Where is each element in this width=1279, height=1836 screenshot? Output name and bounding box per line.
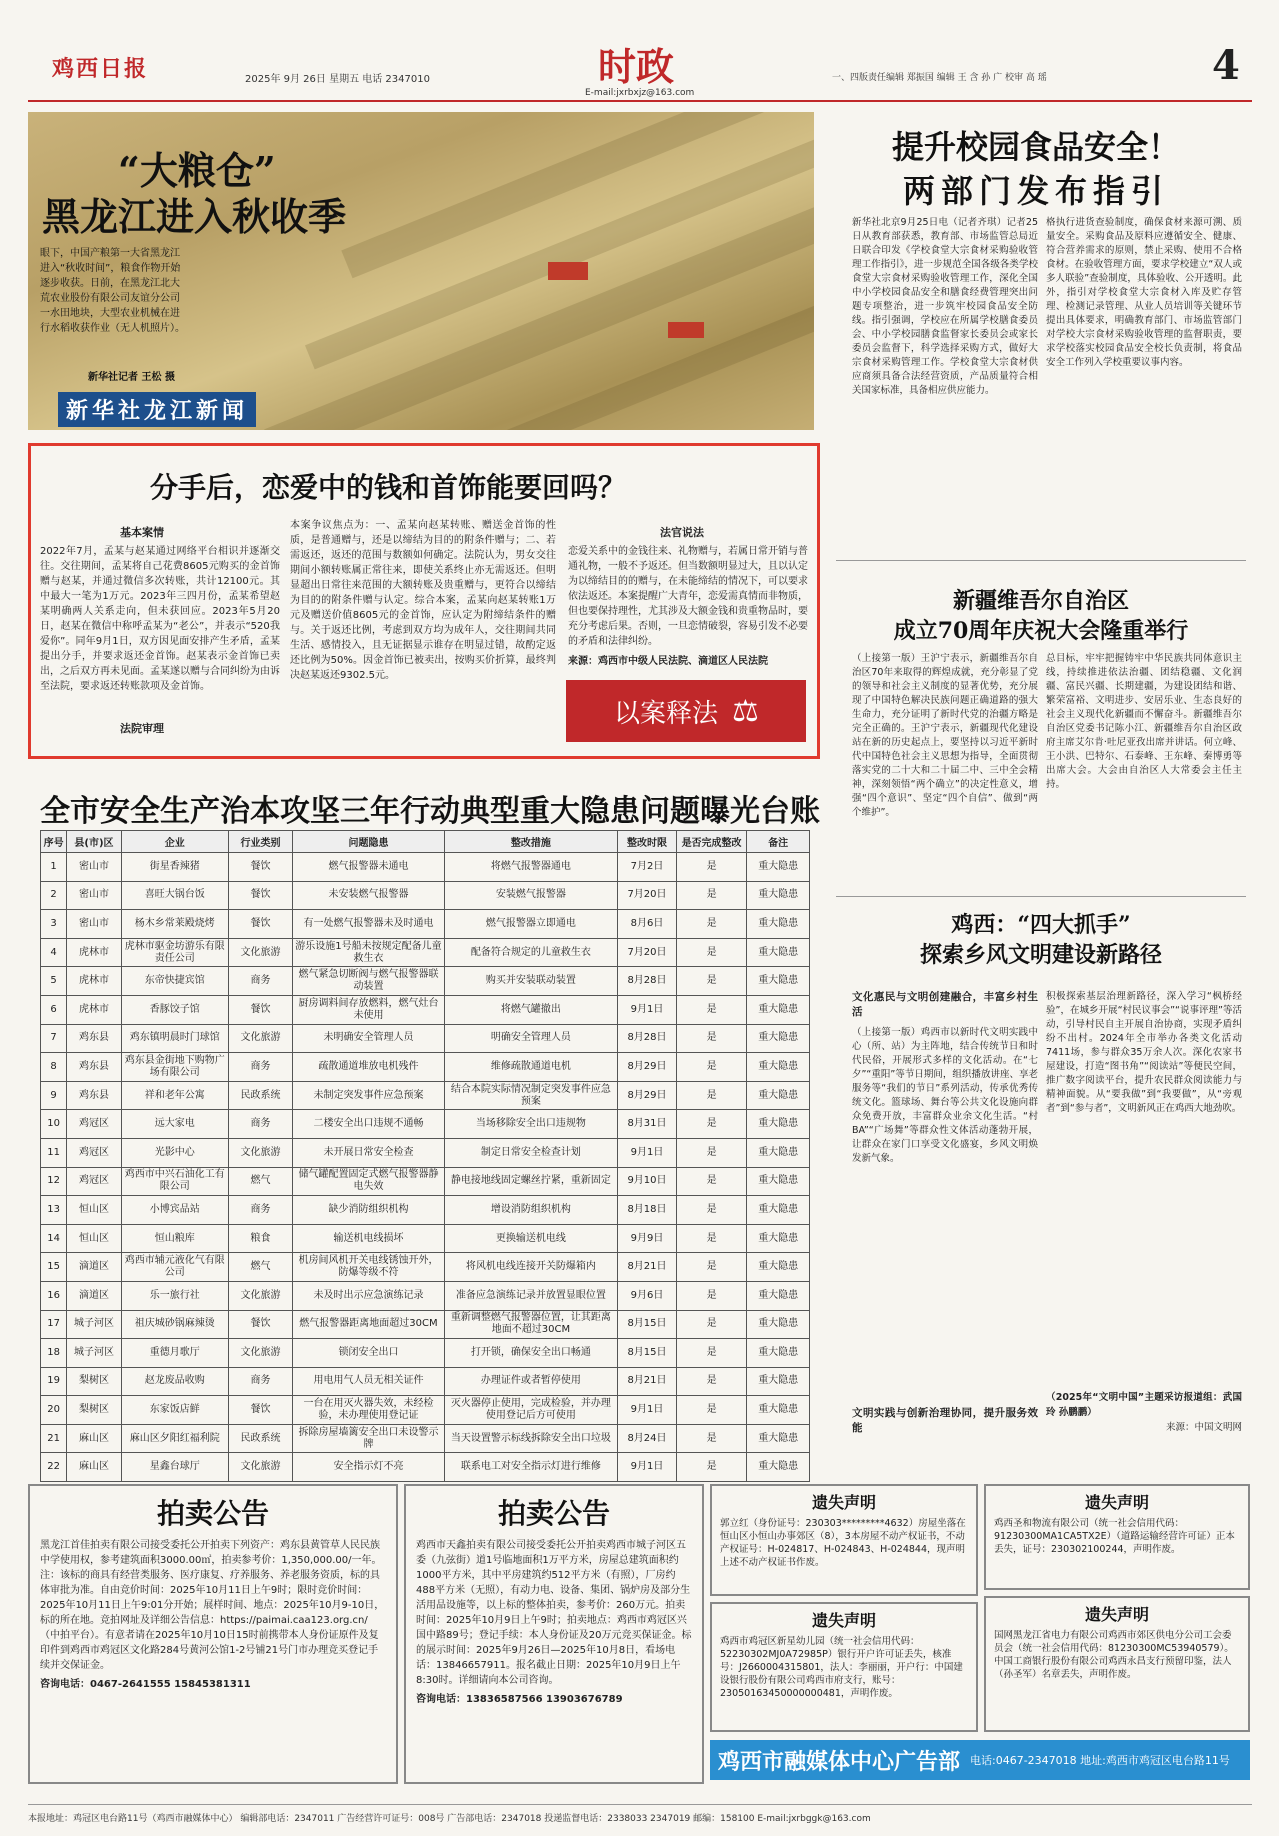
table-cell: 将燃气报警器通电	[444, 853, 618, 882]
table-cell: 厨房调料间存放燃料，燃气灶台未使用	[293, 995, 444, 1024]
table-cell: 餐饮	[228, 1396, 293, 1425]
table-cell: 联系电工对安全指示灯进行维修	[444, 1453, 618, 1482]
table-cell: 鸡西市中兴石油化工有限公司	[121, 1167, 228, 1196]
article-source: 来源：鸡西市中级人民法院、滴道区人民法院	[568, 656, 768, 667]
table-cell: 文化旅游	[228, 938, 293, 967]
table-row	[41, 995, 810, 1024]
newspaper-logo: 鸡西日报	[52, 56, 149, 82]
table-row	[41, 967, 810, 996]
article-text: （上接第一版）王沪宁表示，新疆维吾尔自治区70年来取得的辉煌成就，充分彰显了党的领导和社会主义制度的显著优势，充分展现了中国特色解决民族问题正确道路的强大生命力，充分证明了新时代党的治疆方略是完全正确的。王沪宁表示，新疆现代化建设站在新的历史起点上，要坚持以习近平新时代中国特色社会主义思想为指导，全面贯彻落实党的二十大和二十届二中、三中全会精神，深刻领悟“两个确立”的决定性意义，增强“四个意识”、坚定“四个自信”、做到“两个维护”。	[852, 653, 1038, 818]
divider	[836, 560, 1246, 561]
banner-label: 以案释法	[614, 698, 719, 729]
table-cell: 是	[676, 910, 747, 939]
harvester-icon	[668, 322, 704, 338]
notice-text: 郭立红（身份证号：230303*********4632）房屋坐落在恒山区小恒山办事郊区（8），3本房屋不动产权证书，不动产权证号：H-024817、H-024843、H-024844，现声明上述不动产权证书作废。	[720, 1518, 966, 1568]
table-cell: 8	[41, 1053, 67, 1082]
article-text: 总目标，牢牢把握铸牢中华民族共同体意识主线，持续推进依法治疆、团结稳疆、文化润疆、富民兴疆、长期建疆，为建设团结和谐、繁荣富裕、文明进步、安居乐业、生态良好的社会主义现代化新疆而不懈奋斗。新疆维吾尔自治区党委书记陈小江、新疆维吾尔自治区政府主席艾尔肯·吐尼亚孜出席并讲话。何立峰、王小洪、巴特尔、石泰峰、王东峰、秦博勇等出席大会。大会由自治区人大常委会主任主持。	[1046, 653, 1242, 790]
table-cell: 重大隐患	[747, 1138, 810, 1167]
table-cell: 当天设置警示标线拆除安全出口垃圾	[444, 1424, 618, 1453]
table-cell: 民政系统	[228, 1424, 293, 1453]
table-cell: 7月20日	[618, 938, 677, 967]
editorial-staff: 一、四版责任编辑 郑振国 编辑 王 含 孙 广 校审 高 瑶	[832, 73, 1047, 83]
table-cell: 密山市	[67, 910, 121, 939]
jixi-title: 鸡西：“四大抓手”	[951, 912, 1131, 938]
table-header: 整改措施	[444, 831, 618, 853]
table-cell: 重大隐患	[747, 1453, 810, 1482]
table-header: 企业	[121, 831, 228, 853]
table-row	[41, 1281, 810, 1310]
section-email: E-mail:jxrbxjz@163.com	[585, 88, 695, 98]
table-cell: 锁闭安全出口	[293, 1339, 444, 1368]
article-title: 分手后，恋爱中的钱和首饰能要回吗？	[150, 471, 627, 504]
table-cell: 是	[676, 938, 747, 967]
table-cell: 配备符合规定的儿童救生衣	[444, 938, 618, 967]
table-cell: 是	[676, 1167, 747, 1196]
table-cell: 储气罐配置固定式燃气报警器静电失效	[293, 1167, 444, 1196]
table-cell: 办理证件或者暂停使用	[444, 1367, 618, 1396]
table-cell: 9月1日	[618, 1138, 677, 1167]
table-cell: 8月29日	[618, 1053, 677, 1082]
table-cell: 8月15日	[618, 1339, 677, 1368]
table-cell: 7	[41, 1024, 67, 1053]
table-cell: 虎林市驱金坊游乐有限责任公司	[121, 938, 228, 967]
table-cell: 小博宾品站	[121, 1196, 228, 1225]
table-cell: 结合本院实际情况制定突发事件应急预案	[444, 1081, 618, 1110]
table-cell: 9月9日	[618, 1224, 677, 1253]
table-cell: 燃气紧急切断阀与燃气报警器联动装置	[293, 967, 444, 996]
article-text: （上接第一版）鸡西市以新时代文明实践中心（所、站）为主阵地，结合传统节日和时代民俗，开展形式多样的文化活动。在“七夕”“重阳”等节日期间，组织播放讲座、享老服务等“我们的节日”系列活动，传承优秀传统文化。篮球场、舞台等公共文化设施向群众免费开放，丰富群众业余文化生活。“村BA”“广场舞”等群众性文体活动蓬勃开展，让群众在家门口享受文化盛宴，乡风文明焕发新气象。	[852, 1027, 1038, 1164]
table-cell: 餐饮	[228, 853, 293, 882]
table-cell: 输送机电线损坏	[293, 1224, 444, 1253]
table-cell: 赵龙废品收购	[121, 1367, 228, 1396]
table-cell: 5	[41, 967, 67, 996]
table-cell: 滴道区	[67, 1253, 121, 1282]
table-cell: 鸡东县	[67, 1053, 121, 1082]
table-row	[41, 1081, 810, 1110]
table-cell: 8月31日	[618, 1110, 677, 1139]
table-row	[41, 1424, 810, 1453]
table-cell: 是	[676, 1053, 747, 1082]
table-cell: 重德月歌厅	[121, 1339, 228, 1368]
media-contact: 电话:0467-2347018 地址:鸡西市鸡冠区电台路11号	[970, 1754, 1230, 1767]
table-header: 序号	[41, 831, 67, 853]
table-cell: 是	[676, 995, 747, 1024]
ad-phone: 咨询电话：13836587566 13903676789	[416, 1694, 623, 1705]
table-cell: 燃气	[228, 1167, 293, 1196]
table-cell: 制定日常安全检查计划	[444, 1138, 618, 1167]
table-row	[41, 1053, 810, 1082]
table-cell: 鸡东县	[67, 1024, 121, 1053]
harvester-icon	[548, 262, 588, 280]
table-cell: 鸡东镇明晨时门球馆	[121, 1024, 228, 1053]
page-number: 4	[1212, 42, 1240, 89]
ad-text: 黑龙江首佳拍卖有限公司接受委托公开拍卖下列资产：鸡东县黄管草人民民族中学使用权，参考建筑面积3000.00㎡，拍卖参考价：1,350,000.00/一年。注：该标的商具有经营类服务、医疗康复、疗养服务、养老服务资质，标的具体审批为准。自由竞价时间：2025年10月11日上午9时；限时竞价时间：2025年10月11日上午9:01分开始；展样时间、地点：2025年10月9-10日，标的所在地。竞拍网址及详细公告信息：https://paimai.caa123.org.cn/（中拍平台）。有意者请在2025年10月10日15时前携带本人身份证原件及复印件到鸡西市鸡冠区文化路284号黄河公馆1-2号铺21号门市办理竞买登记手续并交保证金。	[40, 1540, 385, 1671]
photo-credit: 新华社记者 王松 摄	[88, 372, 175, 383]
table-cell: 重大隐患	[747, 1396, 810, 1425]
table-cell: 当场移除安全出口违规物	[444, 1110, 618, 1139]
table-cell: 明确安全管理人员	[444, 1024, 618, 1053]
table-cell: 8月21日	[618, 1367, 677, 1396]
table-cell: 燃气报警器距离地面超过30CM	[293, 1310, 444, 1339]
table-cell: 是	[676, 1453, 747, 1482]
table-cell: 喜旺大锅台饭	[121, 881, 228, 910]
table-row	[41, 1396, 810, 1425]
table-cell: 重大隐患	[747, 1081, 810, 1110]
table-row	[41, 1196, 810, 1225]
table-cell: 6	[41, 995, 67, 1024]
table-cell: 重大隐患	[747, 1367, 810, 1396]
table-cell: 9月10日	[618, 1167, 677, 1196]
table-cell: 东家饭店鲜	[121, 1396, 228, 1425]
issue-date: 2025年 9月 26日 星期五 电话 2347010	[245, 74, 430, 85]
table-row	[41, 1310, 810, 1339]
table-cell: 粮食	[228, 1224, 293, 1253]
table-cell: 虎林市	[67, 967, 121, 996]
section-heading: 法院审理	[120, 722, 164, 735]
table-header: 整改时限	[618, 831, 677, 853]
xinjiang-title: 新疆维吾尔自治区	[952, 588, 1129, 614]
ad-text: 鸡西市天鑫拍卖有限公司接受委托公开拍卖鸡西市城子河区五委（九弦街）道1号临地面积1万平方米，房屋总建筑面积约1000平方米，其中平房建筑约512平方米（有照），厂房约488平方米（无照），有动力电、设备、集团、锅炉房及部分生活用品设施等，以上标的整体拍卖，参考价：260万元。拍卖时间：2025年10月9日上午9时；拍卖地点：鸡西市鸡冠区兴国中路89号；登记手续：本人身份证及20万元竞买保证金。标的展示时间：2025年9月26日—2025年10月8日，看场电话：13846657911。报名截止日期：2025年10月9日上午8:30时。详细请向本公司咨询。	[416, 1540, 692, 1686]
table-cell: 重大隐患	[747, 1339, 810, 1368]
table-cell: 商务	[228, 1110, 293, 1139]
lost-notice	[984, 1484, 1250, 1590]
table-cell: 商务	[228, 967, 293, 996]
table-cell: 街星香辣猪	[121, 853, 228, 882]
table-cell: 增设消防组织机构	[444, 1196, 618, 1225]
xinjiang-subtitle: 成立70周年庆祝大会隆重举行	[893, 618, 1189, 644]
table-cell: 是	[676, 1081, 747, 1110]
table-cell: 是	[676, 1367, 747, 1396]
table-row	[41, 1253, 810, 1282]
section-heading: 法官说法	[660, 526, 704, 539]
table-cell: 餐饮	[228, 995, 293, 1024]
table-cell: 香豚饺子馆	[121, 995, 228, 1024]
table-cell: 是	[676, 1224, 747, 1253]
table-cell: 是	[676, 1339, 747, 1368]
table-cell: 文化旅游	[228, 1453, 293, 1482]
photo-caption: 眼下，中国产粮第一大省黑龙江进入“秋收时间”，粮食作物开始逐步收获。日前，在黑龙江北大荒农业股份有限公司友谊分公司一水田地块，大型农业机械在进行水稻收获作业（无人机照片）。	[40, 248, 185, 334]
lost-notice	[710, 1484, 978, 1596]
table-cell: 未明确安全管理人员	[293, 1024, 444, 1053]
table-cell: 密山市	[67, 853, 121, 882]
table-header: 问题隐患	[293, 831, 444, 853]
table-cell: 恒山粮库	[121, 1224, 228, 1253]
table-cell: 虎林市	[67, 938, 121, 967]
table-cell: 餐饮	[228, 881, 293, 910]
school-food-subtitle: 两部门发布指引	[902, 172, 1169, 210]
table-cell: 杨木乡常莱殿烧烤	[121, 910, 228, 939]
table-cell: 拆除房屋墙篱安全出口未设警示牌	[293, 1424, 444, 1453]
article-text: 积极探索基层治理新路径，深入学习“枫桥经验”，在城乡开展“村民议事会”“说事评理”等活动，引导村民自主开展自治协商，实现矛盾纠纷不出村。2024年全市举办各类文化活动7411场，参与群众35万余人次。深化农家书屋建设，打造“图书角”“阅读站”等便民空间，推广数字阅读平台，提升农民群众阅读能力与精神面貌。从“要我做”到“我要做”，从“旁观者”到“参与者”，文明新风正在鸡西大地劲吹。	[1046, 991, 1242, 1114]
table-cell: 是	[676, 853, 747, 882]
table-row	[41, 853, 810, 882]
table-cell: 文化旅游	[228, 1024, 293, 1053]
table-cell: 重新调整燃气报警器位置，让其距离地面不超过30CM	[444, 1310, 618, 1339]
lost-notice	[984, 1596, 1250, 1732]
table-cell: 是	[676, 1196, 747, 1225]
table-cell: 未开展日常安全检查	[293, 1138, 444, 1167]
table-cell: 鸡冠区	[67, 1138, 121, 1167]
table-cell: 3	[41, 910, 67, 939]
table-cell: 滴道区	[67, 1281, 121, 1310]
table-row	[41, 1224, 810, 1253]
table-cell: 文化旅游	[228, 1138, 293, 1167]
media-name: 鸡西市融媒体中心广告部	[718, 1748, 961, 1775]
divider	[836, 896, 1246, 897]
table-cell: 是	[676, 1424, 747, 1453]
table-cell: 鸡冠区	[67, 1110, 121, 1139]
table-cell: 重大隐患	[747, 1167, 810, 1196]
table-cell: 13	[41, 1196, 67, 1225]
table-row	[41, 1110, 810, 1139]
table-header: 行业类别	[228, 831, 293, 853]
table-cell: 静电接地线固定螺丝拧紧，重新固定	[444, 1167, 618, 1196]
table-cell: 鸡东县金街地下购物广场有限公司	[121, 1053, 228, 1082]
table-title: 全市安全生产治本攻坚三年行动典型重大隐患问题曝光台账	[40, 794, 820, 829]
table-cell: 10	[41, 1110, 67, 1139]
subheading: 文明实践与创新治理协同，提升服务效能	[852, 1407, 1038, 1434]
table-cell: 将风机电线连接开关防爆箱内	[444, 1253, 618, 1282]
table-cell: 重大隐患	[747, 1253, 810, 1282]
notice-title: 遗失声明	[1084, 1605, 1149, 1624]
table-cell: 虎林市	[67, 995, 121, 1024]
photo-subtitle: 黑龙江进入秋收季	[42, 194, 347, 239]
table-cell: 恒山区	[67, 1196, 121, 1225]
notice-text: 鸡西市鸡冠区新星幼儿园（统一社会信用代码：52230302MJ0A72985P）银行开户许可证丢失，核准号：J2660004315801，法人：李丽丽，开户行：中国建设银行股份有限公司鸡西市府支行，账号：23050163450000000481，声明作废。	[720, 1636, 963, 1699]
table-cell: 未制定突发事件应急预案	[293, 1081, 444, 1110]
article-source: 来源：中国文明网	[1165, 1422, 1242, 1433]
table-cell: 祖庆城砂锅麻辣烫	[121, 1310, 228, 1339]
table-cell: 光影中心	[121, 1138, 228, 1167]
table-cell: 麻山区	[67, 1424, 121, 1453]
table-row	[41, 1367, 810, 1396]
table-cell: 是	[676, 967, 747, 996]
table-cell: 8月18日	[618, 1196, 677, 1225]
table-cell: 8月28日	[618, 1024, 677, 1053]
table-cell: 麻山区	[67, 1453, 121, 1482]
table-cell: 14	[41, 1224, 67, 1253]
table-cell: 用电用气人员无相关证件	[293, 1367, 444, 1396]
table-cell: 重大隐患	[747, 881, 810, 910]
table-cell: 祥和老年公寓	[121, 1081, 228, 1110]
table-row	[41, 1167, 810, 1196]
auction-ad-2	[404, 1484, 704, 1784]
table-cell: 8月24日	[618, 1424, 677, 1453]
header-rule	[28, 100, 1252, 102]
table-cell: 9月6日	[618, 1281, 677, 1310]
table-cell: 鸡冠区	[67, 1167, 121, 1196]
notice-title: 遗失声明	[811, 1493, 876, 1512]
notice-title: 遗失声明	[1084, 1493, 1149, 1512]
article-text: 新华社北京9月25日电（记者齐琪）记者25日从教育部获悉，教育部、市场监管总局近日联合印发《学校食堂大宗食材采购验收管理工作指引》，进一步规范全国各级各类学校食堂大宗食材采购验收管理工作，深化全国中小学校园食品安全和膳食经费管理突出问题专项整治，进一步筑牢校园食品安全防线。指引强调，学校应在所属学校膳食委员会、中小学校园膳食监督家长委员会或家长委员会监督下，科学选择采购方式，做好大宗食材采购管理工作。学校食堂大宗食材供应商须具备合法经营资质，产品质量符合相关国家标准，具备相应供应能力。	[852, 217, 1038, 396]
table-cell: 8月15日	[618, 1310, 677, 1339]
table-cell: 梨树区	[67, 1396, 121, 1425]
table-cell: 东帝快捷宾馆	[121, 967, 228, 996]
table-cell: 重大隐患	[747, 995, 810, 1024]
table-cell: 是	[676, 1281, 747, 1310]
table-cell: 重大隐患	[747, 1281, 810, 1310]
table-row	[41, 1024, 810, 1053]
table-cell: 乐一旅行社	[121, 1281, 228, 1310]
table-cell: 9月1日	[618, 1453, 677, 1482]
section-title: 时政	[598, 44, 675, 89]
table-cell: 安全指示灯不亮	[293, 1453, 444, 1482]
table-cell: 游乐设施1号船未按规定配备儿童救生衣	[293, 938, 444, 967]
table-cell: 缺少消防组织机构	[293, 1196, 444, 1225]
table-cell: 城子河区	[67, 1339, 121, 1368]
table-cell: 燃气报警器未通电	[293, 853, 444, 882]
table-cell: 机房间风机开关电线锈蚀开外，防爆等级不符	[293, 1253, 444, 1282]
table-cell: 二楼安全出口违规不通畅	[293, 1110, 444, 1139]
table-cell: 9月1日	[618, 995, 677, 1024]
table-cell: 重大隐患	[747, 938, 810, 967]
ad-title: 拍卖公告	[497, 1497, 610, 1530]
table-cell: 20	[41, 1396, 67, 1425]
table-row	[41, 938, 810, 967]
table-cell: 9	[41, 1081, 67, 1110]
table-cell: 餐饮	[228, 910, 293, 939]
jixi-subtitle: 探索乡风文明建设新路径	[919, 942, 1162, 968]
table-cell: 重大隐患	[747, 853, 810, 882]
table-cell: 疏散通道堆放电机残件	[293, 1053, 444, 1082]
table-cell: 星鑫台球厅	[121, 1453, 228, 1482]
table-cell: 7月20日	[618, 881, 677, 910]
table-cell: 商务	[228, 1367, 293, 1396]
table-cell: 是	[676, 1110, 747, 1139]
table-cell: 是	[676, 1310, 747, 1339]
table-cell: 商务	[228, 1196, 293, 1225]
report-note: （2025年“文明中国”主题采访报道组：武国玲 孙鹏鹏）	[1046, 1392, 1242, 1418]
table-cell: 购买并安装联动装置	[444, 967, 618, 996]
table-cell: 22	[41, 1453, 67, 1482]
table-cell: 是	[676, 881, 747, 910]
table-cell: 恒山区	[67, 1224, 121, 1253]
article-text: 2022年7月，孟某与赵某通过网络平台相识并逐渐交往。交往期间，孟某将自己花费8605元购买的金首饰赠与赵某，并通过微信多次转账，共计12100元。其中最大一笔为1万元。2023年三四月份，孟某希望赵某明确两人关系走向，但未获回应。2023年5月20日，赵某在微信中称呼孟某为“老公”，并表示“520我爱你”。同年9月1日，双方因见面安排产生矛盾，孟某提出分手，并要求返还金首饰。赵某表示金首饰已卖出，之后双方再未见面。孟某遂以赠与合同纠纷为由诉至法院，要求返还转账款项及金首饰。	[40, 546, 280, 692]
table-cell: 准备应急演练记录并放置显眼位置	[444, 1281, 618, 1310]
subheading: 文化惠民与文明创建融合，丰富乡村生活	[852, 991, 1038, 1018]
table-cell: 远大家电	[121, 1110, 228, 1139]
notice-title: 遗失声明	[811, 1611, 876, 1630]
table-cell: 9月1日	[618, 1396, 677, 1425]
table-cell: 燃气	[228, 1253, 293, 1282]
table-row	[41, 881, 810, 910]
table-cell: 未及时出示应急演练记录	[293, 1281, 444, 1310]
section-heading: 基本案情	[120, 526, 164, 539]
table-cell: 文化旅游	[228, 1339, 293, 1368]
table-cell: 一台在用灭火器失效，未经检验，未办理使用登记证	[293, 1396, 444, 1425]
table-cell: 更换输送机电线	[444, 1224, 618, 1253]
table-cell: 打开锁，确保安全出口畅通	[444, 1339, 618, 1368]
table-cell: 麻山区夕阳红福利院	[121, 1424, 228, 1453]
article-text: 本案争议焦点为：一、孟某向赵某转账、赠送金首饰的性质，是普通赠与，还是以缔结为目的的附条件赠与；二、若需返还，返还的范围与数额如何确定。法院认为，男女交往期间小额转账属正常往来，即使关系终止亦无需返还。但明显超出日常往来范围的大额转账及贵重赠与，更符合以缔结为目的的附条件赠与认定。综合本案，孟某向赵某转账1万元及赠送价值8605元的金首饰，应认定为附缔结条件的赠与。关于返还比例，考虑到双方均为成年人，交往期间共同生活、感情投入，且无证据显示谁存在明显过错，故酌定返还比例为50%。因金首饰已被卖出，按购买价折算，最终判决赵某返还9302.5元。	[290, 520, 556, 681]
school-food-title: 提升校园食品安全！	[891, 128, 1180, 166]
hazard-table	[40, 830, 810, 1482]
table-cell: 餐饮	[228, 1310, 293, 1339]
media-ad-bar	[710, 1740, 1250, 1780]
table-cell: 重大隐患	[747, 910, 810, 939]
table-cell: 重大隐患	[747, 1424, 810, 1453]
table-cell: 8月6日	[618, 910, 677, 939]
auction-ad-1	[28, 1484, 398, 1784]
law-banner	[566, 680, 806, 742]
table-cell: 重大隐患	[747, 967, 810, 996]
table-cell: 是	[676, 1024, 747, 1053]
table-row	[41, 1339, 810, 1368]
table-cell: 维修疏散通道电机	[444, 1053, 618, 1082]
table-cell: 城子河区	[67, 1310, 121, 1339]
scales-icon: ⚖	[732, 693, 759, 729]
table-cell: 是	[676, 1138, 747, 1167]
table-cell: 7月2日	[618, 853, 677, 882]
table-cell: 16	[41, 1281, 67, 1310]
table-cell: 密山市	[67, 881, 121, 910]
table-cell: 17	[41, 1310, 67, 1339]
lost-notice	[710, 1602, 978, 1732]
ad-phone: 咨询电话：0467-2641555 15845381311	[40, 1679, 251, 1690]
table-cell: 18	[41, 1339, 67, 1368]
table-cell: 8月21日	[618, 1253, 677, 1282]
table-cell: 未安装燃气报警器	[293, 881, 444, 910]
notice-text: 国网黑龙江省电力有限公司鸡西市郊区供电分公司工会委员会（统一社会信用代码：81230300MC53940579）。中国工商银行股份有限公司鸡西永昌支行预留印鉴，法人（孙圣军）名章丢失，声明作废。	[994, 1630, 1234, 1680]
table-row	[41, 910, 810, 939]
table-cell: 有一处燃气报警器未及时通电	[293, 910, 444, 939]
table-cell: 8月28日	[618, 967, 677, 996]
table-cell: 文化旅游	[228, 1281, 293, 1310]
table-cell: 21	[41, 1424, 67, 1453]
table-cell: 民政系统	[228, 1081, 293, 1110]
table-cell: 1	[41, 853, 67, 882]
table-cell: 8月29日	[618, 1081, 677, 1110]
table-cell: 15	[41, 1253, 67, 1282]
table-cell: 灭火器停止使用，完成检验，并办理使用登记后方可使用	[444, 1396, 618, 1425]
table-cell: 将燃气罐撤出	[444, 995, 618, 1024]
table-row	[41, 1138, 810, 1167]
table-header: 备注	[747, 831, 810, 853]
table-cell: 燃气报警器立即通电	[444, 910, 618, 939]
table-header: 县(市)区	[67, 831, 121, 853]
table-cell: 重大隐患	[747, 1224, 810, 1253]
table-cell: 商务	[228, 1053, 293, 1082]
table-cell: 12	[41, 1167, 67, 1196]
table-header: 是否完成整改	[676, 831, 747, 853]
table-cell: 梨树区	[67, 1367, 121, 1396]
table-cell: 重大隐患	[747, 1196, 810, 1225]
table-cell: 4	[41, 938, 67, 967]
table-cell: 重大隐患	[747, 1110, 810, 1139]
table-cell: 是	[676, 1253, 747, 1282]
table-cell: 2	[41, 881, 67, 910]
table-row	[41, 1453, 810, 1482]
article-text: 格执行进货查验制度，确保食材来源可溯、质量安全。采购食品及原料应遵循安全、健康、符合营养需求的原则，禁止采购、使用不合格食材。在验收管理方面，要求学校建立“双人或多人联验”查验制度，具体验收、公开透明。此外，指引对学校食堂大宗食材入库及贮存管理、检测记录管理、从业人员培训等关键环节提出具体要求，明确教育部门、市场监管部门对学校大宗食材采购验收管理的监督职责，要求学校落实校园食品安全校长负责制，将食品安全工作列入学校重要议事内容。	[1046, 217, 1242, 368]
article-text: 恋爱关系中的金钱往来、礼物赠与，若属日常开销与普通礼物，一般不予返还。但当数额明显过大，且以认定为以缔结目的的赠与，在未能缔结的情况下，可以要求依法返还。本案提醒广大青年，恋爱需真情而非物质，但也要保持理性，尤其涉及大额金钱和贵重物品时，要充分考虑后果。否则，一旦恋情破裂，容易引发不必要的矛盾和法律纠纷。	[568, 546, 808, 647]
notice-text: 鸡西圣和物流有限公司（统一社会信用代码：91230300MA1CA5TX2E）（道路运输经营许可证）正本丢失，证号：230302100244，声明作废。	[994, 1518, 1235, 1555]
table-cell: 鸡东县	[67, 1081, 121, 1110]
table-cell: 安装燃气报警器	[444, 881, 618, 910]
photo-title: “大粮仓”	[118, 148, 276, 193]
table-cell: 鸡西市辅元液化气有限公司	[121, 1253, 228, 1282]
table-cell: 重大隐患	[747, 1310, 810, 1339]
table-cell: 11	[41, 1138, 67, 1167]
news-badge: 新华社龙江新闻	[58, 392, 256, 427]
table-cell: 是	[676, 1396, 747, 1425]
table-cell: 重大隐患	[747, 1053, 810, 1082]
ad-title: 拍卖公告	[156, 1497, 269, 1530]
table-cell: 重大隐患	[747, 1024, 810, 1053]
page-footer: 本报地址：鸡冠区电台路11号（鸡西市融媒体中心） 编辑部电话：2347011 广告经营许可证号：008号 广告部电话：2347018 投递监督电话：2338033 2347019 邮编：158100 E-mail:jxrbggk@163.com	[28, 1804, 1252, 1824]
table-cell: 19	[41, 1367, 67, 1396]
